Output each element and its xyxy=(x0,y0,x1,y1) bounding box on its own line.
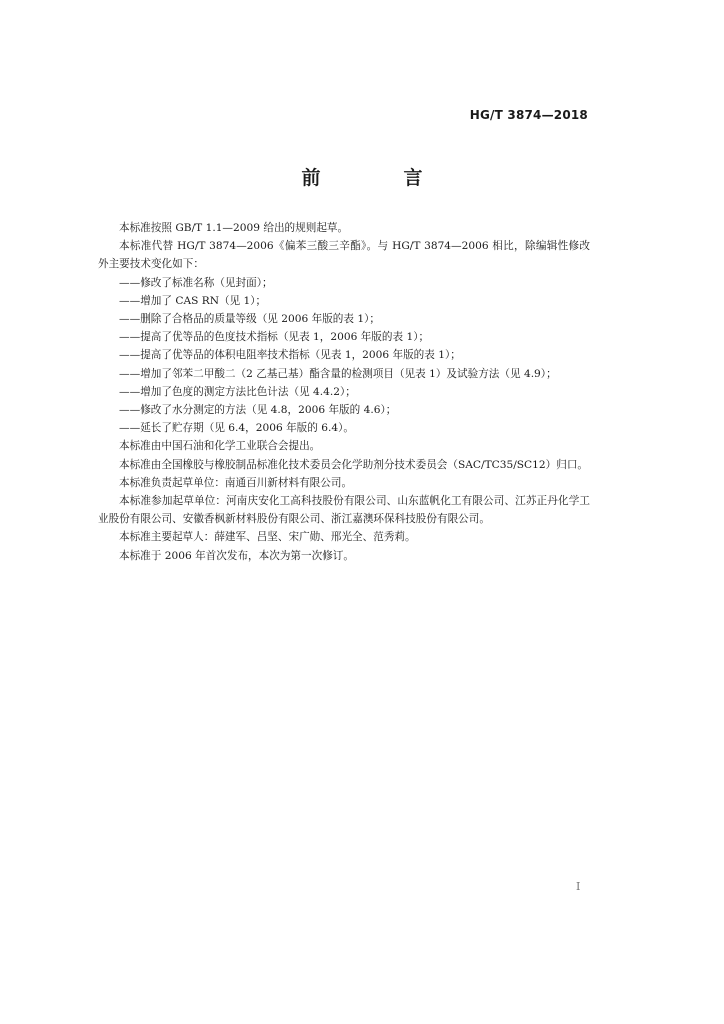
paragraph-replacement: 本标准代替 HG/T 3874—2006《偏苯三酸三辛酯》。与 HG/T 3874—2006 相比，除编辑性修改外主要技术变化如下： xyxy=(98,240,590,271)
change-list xyxy=(98,274,590,438)
paragraph-drafting-rules: 本标准按照 GB/T 1.1—2009 给出的规则起草。 xyxy=(119,222,349,234)
change-item: ——提高了优等品的色度技术指标（见表 1，2006 年版的表 1）； xyxy=(119,331,430,344)
page-number: I xyxy=(576,880,581,893)
change-item: ——修改了水分测定的方法（见 4.8，2006 年版的 4.6）； xyxy=(119,404,397,417)
paragraph-lead-drafter-unit: 本标准负责起草单位：南通百川新材料有限公司。 xyxy=(119,476,353,489)
paragraph-participating-units: 本标准参加起草单位：河南庆安化工高科技股份有限公司、山东蓝帆化工有限公司、江苏正丹化学工业股份有限公司、安徽香枫新材料股份有限公司、浙江嘉澳环保科技股份有限公司。 xyxy=(98,495,590,526)
page-title: 前 言 xyxy=(301,167,455,189)
paragraph-responsible-committee: 本标准由全国橡胶与橡胶制品标准化技术委员会化学助剂分技术委员会（SAC/TC35/SC12）归口。 xyxy=(119,458,589,471)
change-item: ——提高了优等品的体积电阻率技术指标（见表 1，2006 年版的表 1）； xyxy=(119,349,461,362)
change-item: ——延长了贮存期（见 6.4，2006 年版的 6.4）。 xyxy=(119,422,354,435)
change-item: ——增加了色度的测定方法比色计法（见 4.4.2）； xyxy=(119,385,356,398)
foreword-body xyxy=(98,219,590,565)
standard-code: HG/T 3874—2018 xyxy=(469,108,588,122)
change-item: ——增加了邻苯二甲酸二（2 乙基己基）酯含量的检测项目（见表 1）及试验方法（见 4.9）； xyxy=(119,367,557,380)
paragraph-publication-history: 本标准于 2006 年首次发布，本次为第一次修订。 xyxy=(119,549,354,562)
change-item: ——修改了标准名称（见封面）； xyxy=(119,276,273,289)
paragraph-proposer: 本标准由中国石油和化学工业联合会提出。 xyxy=(119,440,321,453)
paragraph-main-drafters: 本标准主要起草人：薛建军、吕坚、宋广勋、邢光全、范秀莉。 xyxy=(119,531,416,544)
change-item: ——删除了合格品的质量等级（见 2006 年版的表 1）； xyxy=(119,313,380,326)
change-item: ——增加了 CAS RN（见 1）； xyxy=(119,294,267,307)
